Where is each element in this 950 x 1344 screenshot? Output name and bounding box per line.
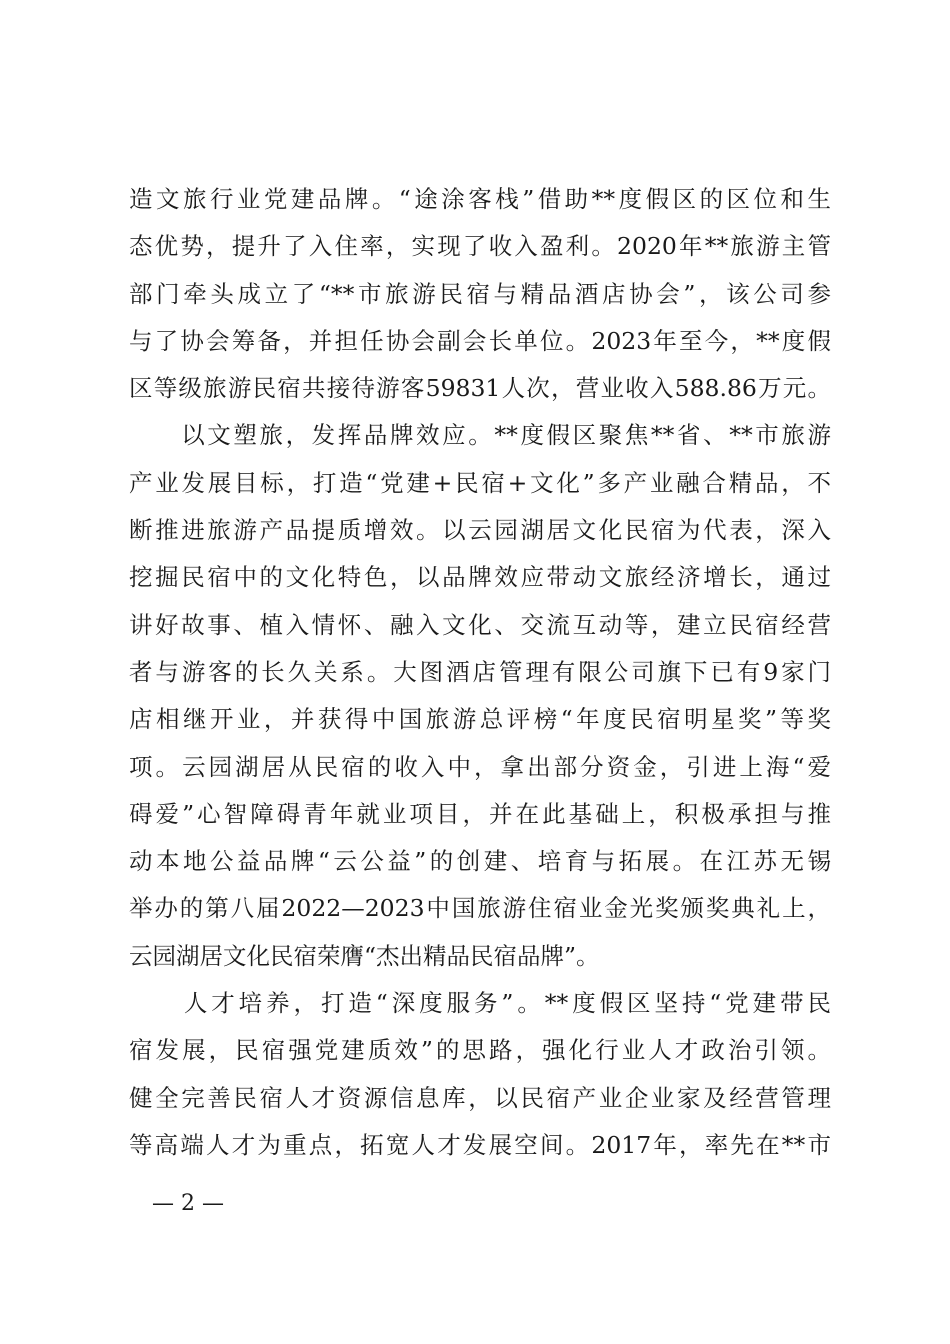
text-line: 健全完善民宿人才资源信息库，以民宿产业企业家及经营管理 (129, 1083, 831, 1112)
text-line: 举办的第八届2022—2023中国旅游住宿业金光奖颁奖典礼上， (129, 894, 831, 923)
text-line: 店相继开业，并获得中国旅游总评榜“年度民宿明星奖”等奖 (129, 705, 831, 734)
page-number: — 2 — (152, 1191, 224, 1216)
text-line: 等高端人才为重点，拓宽人才发展空间。2017年，率先在**市 (129, 1130, 831, 1159)
text-line: 产业发展目标，打造“党建+民宿+文化”多产业融合精品，不 (129, 468, 831, 497)
text-line: 云园湖居文化民宿荣膺“杰出精品民宿品牌”。 (129, 941, 600, 970)
text-line: 部门牵头成立了“**市旅游民宿与精品酒店协会”，该公司参 (129, 279, 831, 308)
text-line: 断推进旅游产品提质增效。以云园湖居文化民宿为代表，深入 (129, 516, 831, 545)
text-line: 造文旅行业党建品牌。“途涂客栈”借助**度假区的区位和生 (129, 185, 831, 213)
text-line: 碍爱”心智障碍青年就业项目，并在此基础上，积极承担与推 (129, 799, 831, 828)
text-line: 态优势，提升了入住率，实现了收入盈利。2020年**旅游主管 (129, 232, 831, 261)
text-line: 讲好故事、植入情怀、融入文化、交流互动等，建立民宿经营 (129, 610, 831, 639)
text-line: 动本地公益品牌“云公益”的创建、培育与拓展。在江苏无锡 (129, 847, 831, 876)
text-line: 与了协会筹备，并担任协会副会长单位。2023年至今，**度假 (129, 326, 831, 355)
body-text (129, 176, 831, 1169)
text-line: 项。云园湖居从民宿的收入中，拿出部分资金，引进上海“爱 (129, 752, 831, 781)
text-line: 挖掘民宿中的文化特色，以品牌效应带动文旅经济增长，通过 (129, 563, 831, 592)
text-line: 以文塑旅，发挥品牌效应。**度假区聚焦**省、**市旅游 (129, 421, 831, 450)
text-line: 人才培养，打造“深度服务”。**度假区坚持“党建带民 (129, 989, 831, 1018)
text-line: 者与游客的长久关系。大图酒店管理有限公司旗下已有9家门 (129, 657, 831, 686)
text-line: 宿发展，民宿强党建质效”的思路，强化行业人才政治引领。 (129, 1036, 831, 1065)
text-line: 区等级旅游民宿共接待游客59831人次，营业收入588.86万元。 (129, 374, 831, 403)
